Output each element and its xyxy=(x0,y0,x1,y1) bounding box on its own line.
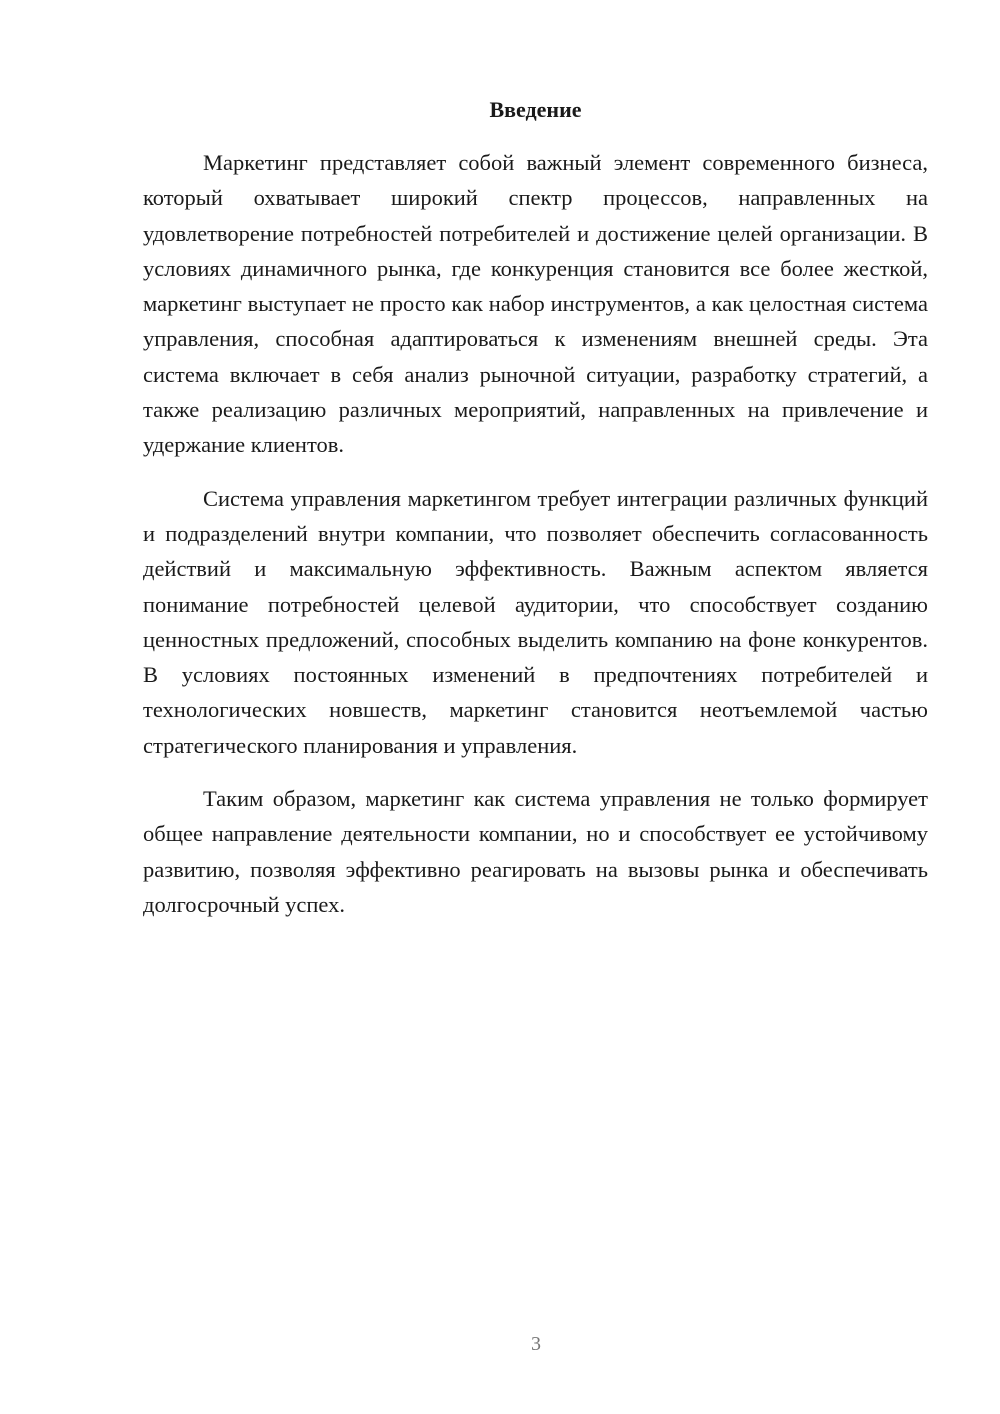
section-heading: Введение xyxy=(489,97,582,122)
page-number: 3 xyxy=(531,1333,541,1355)
paragraph-conclusion: Таким образом, маркетинг как система управления не только формирует общее направление деятельности компании, но и способствует ее устойчивому развитию, позволяя эффективно реагировать на вызовы рынка и обеспечивать долгосрочный успех. xyxy=(143,786,928,917)
paragraph-management-system: Система управления маркетингом требует интеграции различных функций и подразделений внутри компании, что позволяет обеспечить согласованность действий и максимальную эффективность. Важным аспектом является понимание потребностей целевой аудитории, что способствует созданию ценностных предложений, способных выделить компанию на фоне конкурентов. В условиях постоянных изменений в предпочтениях потребителей и технологических новшеств, маркетинг становится неотъемлемой частью стратегического планирования и управления. xyxy=(143,485,928,758)
paragraph-intro: Маркетинг представляет собой важный элемент современного бизнеса, который охватывает широкий спектр процессов, направленных на удовлетворение потребностей потребителей и достижение целей организации. В условиях динамичного рынка, где конкуренция становится все более жесткой, маркетинг выступает не просто как набор инструментов, а как целостная система управления, способная адаптироваться к изменениям внешней среды. Эта система включает в себя анализ рыночной ситуации, разработку стратегий, а также реализацию различных мероприятий, направленных на привлечение и удержание клиентов. xyxy=(143,150,928,458)
page-content xyxy=(143,95,928,940)
